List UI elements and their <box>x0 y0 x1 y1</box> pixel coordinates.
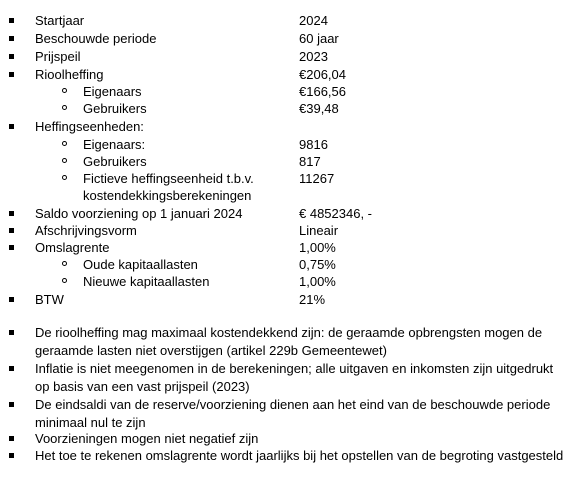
param-subrow-eigenaars-eenheden <box>0 136 574 154</box>
param-label: Rioolheffing <box>35 67 104 82</box>
param-value: 11267 <box>299 171 335 186</box>
param-label: Saldo voorziening op 1 januari 2024 <box>35 206 243 221</box>
param-subrow-fictieve-cont <box>0 187 574 205</box>
square-bullet-icon <box>9 211 14 216</box>
param-row-rioolheffing <box>0 66 574 84</box>
param-row-periode <box>0 30 574 48</box>
note-item: Het toe te rekenen omslagrente wordt jaarlijks bij het opstellen van de begroting vastgesteld <box>35 448 564 463</box>
param-value: €39,48 <box>299 101 339 116</box>
param-value: € 4852346, - <box>299 206 373 221</box>
param-label: Gebruikers <box>83 101 147 116</box>
param-row-startjaar <box>0 12 574 30</box>
circle-bullet-icon <box>62 175 67 180</box>
param-value: 60 jaar <box>299 31 339 46</box>
square-bullet-icon <box>9 54 14 59</box>
circle-bullet-icon <box>62 88 67 93</box>
square-bullet-icon <box>9 297 14 302</box>
square-bullet-icon <box>9 402 14 407</box>
param-value: 2024 <box>299 13 328 28</box>
param-label: Startjaar <box>35 13 85 28</box>
param-row-saldo <box>0 205 574 223</box>
circle-bullet-icon <box>62 105 67 110</box>
circle-bullet-icon <box>62 158 67 163</box>
note-item: Voorzieningen mogen niet negatief zijn <box>35 431 259 446</box>
param-label: Heffingseenheden: <box>35 119 144 134</box>
param-value: 21% <box>299 292 326 307</box>
square-bullet-icon <box>9 228 14 233</box>
param-subrow-oude <box>0 256 574 274</box>
square-bullet-icon <box>9 72 14 77</box>
square-bullet-icon <box>9 366 14 371</box>
param-label: Prijspeil <box>35 49 81 64</box>
circle-bullet-icon <box>62 278 67 283</box>
param-value: 9816 <box>299 137 328 152</box>
square-bullet-icon <box>9 124 14 129</box>
param-label: Nieuwe kapitaallasten <box>83 274 210 289</box>
note-item: Inflatie is niet meegenomen in de berekeningen; alle uitgaven en inkomsten zijn uitgedrukt op basis van een vast prijspeil (2023) <box>35 361 554 394</box>
param-subrow-gebruikers-eenheden <box>0 153 574 171</box>
param-value: 817 <box>299 154 321 169</box>
param-label: BTW <box>35 292 64 307</box>
param-subrow-nieuwe <box>0 273 574 291</box>
param-label: Eigenaars: <box>83 137 146 152</box>
param-row-omslagrente <box>0 239 574 257</box>
param-value: €166,56 <box>299 84 346 99</box>
square-bullet-icon <box>9 330 14 335</box>
square-bullet-icon <box>9 36 14 41</box>
param-subrow-gebruikers <box>0 100 574 118</box>
note-item: De eindsaldi van de reserve/voorziening dienen aan het eind van de beschouwde periode minimaal nul te zijn <box>35 397 551 430</box>
circle-bullet-icon <box>62 261 67 266</box>
param-label: Fictieve heffingseenheid t.b.v. <box>83 171 254 186</box>
square-bullet-icon <box>9 436 14 441</box>
param-value: 1,00% <box>299 240 336 255</box>
param-row-btw <box>0 291 574 309</box>
param-value: Lineair <box>299 223 339 238</box>
param-value: 0,75% <box>299 257 336 272</box>
param-label: Omslagrente <box>35 240 110 255</box>
square-bullet-icon <box>9 18 14 23</box>
param-label: Gebruikers <box>83 154 147 169</box>
param-value: €206,04 <box>299 67 346 82</box>
param-label: Oude kapitaallasten <box>83 257 198 272</box>
param-label: Eigenaars <box>83 84 142 99</box>
param-row-afschrijving <box>0 222 574 240</box>
square-bullet-icon <box>9 245 14 250</box>
circle-bullet-icon <box>62 141 67 146</box>
param-label: Afschrijvingsvorm <box>35 223 137 238</box>
param-value: 2023 <box>299 49 328 64</box>
param-subrow-eigenaars <box>0 83 574 101</box>
param-row-prijspeil <box>0 48 574 66</box>
param-label: kostendekkingsberekeningen <box>83 188 252 203</box>
square-bullet-icon <box>9 453 14 458</box>
param-label: Beschouwde periode <box>35 31 157 46</box>
param-subrow-fictieve <box>0 170 574 188</box>
note-item: De rioolheffing mag maximaal kostendekkend zijn: de geraamde opbrengsten mogen de geraamde lasten niet overstijgen (artikel 229b Gemeentewet) <box>35 325 543 358</box>
param-value: 1,00% <box>299 274 336 289</box>
param-row-heffingseenheden <box>0 118 574 136</box>
